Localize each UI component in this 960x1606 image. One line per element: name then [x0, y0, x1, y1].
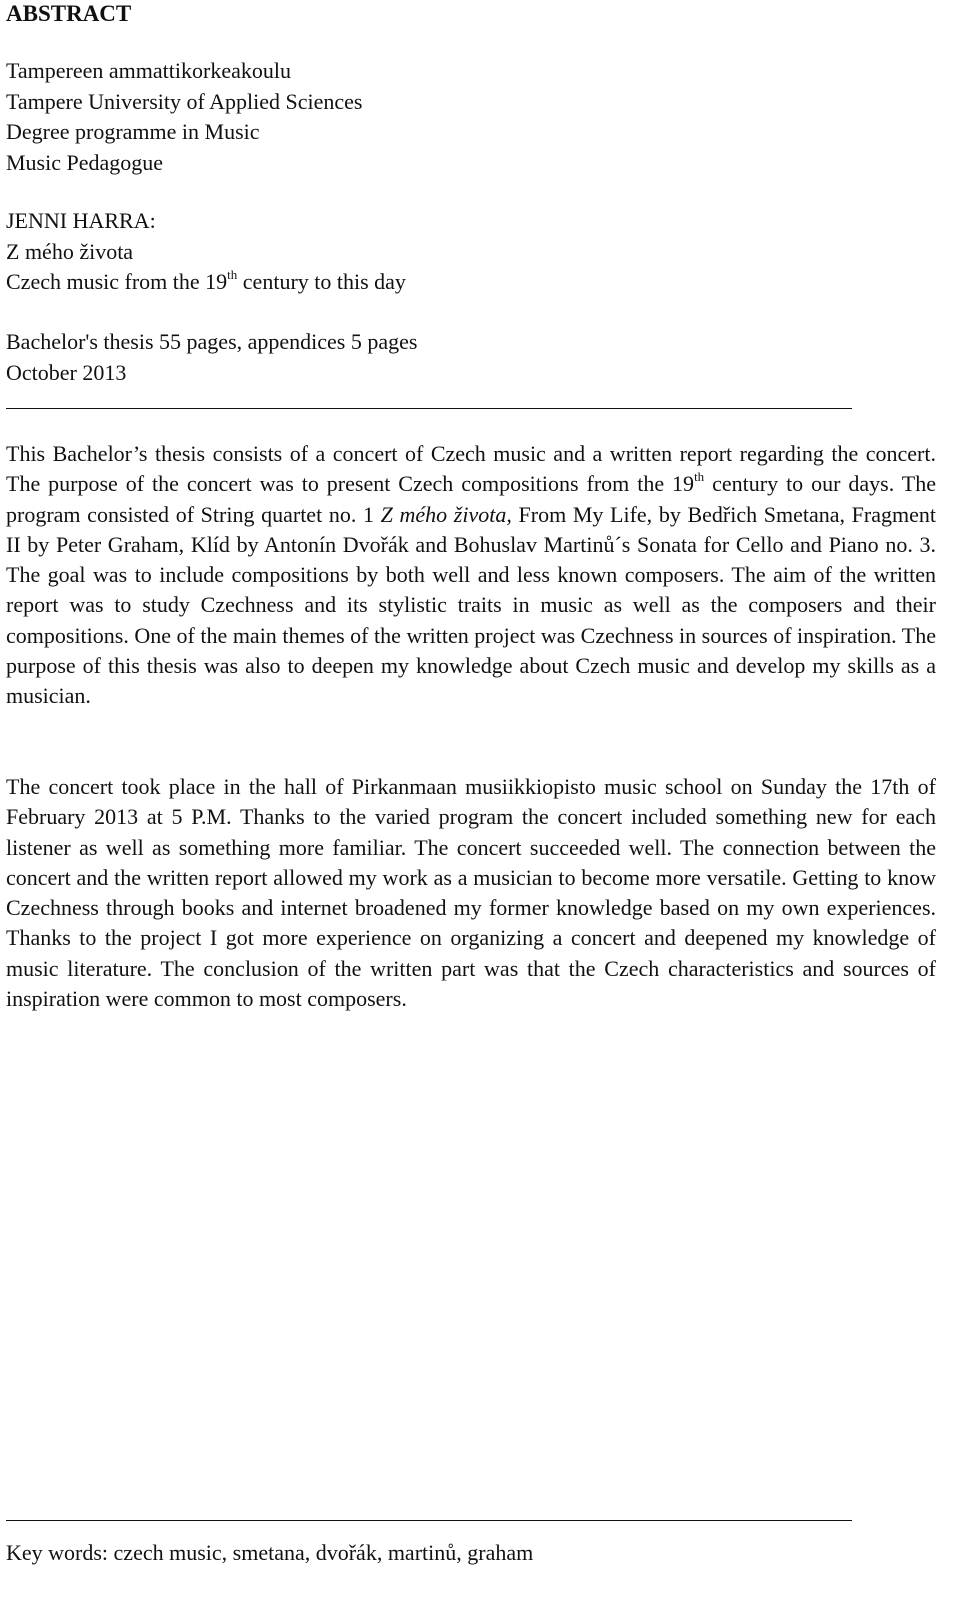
title-block	[6, 206, 406, 298]
subtitle-start: Czech music from the 19	[6, 269, 228, 294]
abstract-paragraph-1	[6, 439, 936, 712]
paragraph-1-part-3: From My Life, by Bedřich Smetana, Fragment II by Peter Graham, Klíd by Antonín Dvořák and Bohuslav Martinů´s Sonata for Cello and Piano no. 3. The goal was to include compositions by both well and less known composers. The aim of the written report was to study Czechness and its stylistic traits in music as well as the composers and their compositions. One of the main themes of the written project was Czechness in sources of inspiration. The purpose of this thesis was also to deepen my knowledge about Czech music and develop my skills as a musician.	[6, 501, 936, 709]
bottom-divider	[6, 1520, 852, 1521]
degree-programme: Degree programme in Music	[6, 119, 260, 144]
keywords-line: Key words: czech music, smetana, dvořák, martinů, graham	[6, 1540, 534, 1565]
thesis-type-pages: Bachelor's thesis 55 pages, appendices 5 pages	[6, 329, 418, 354]
paragraph-1-part-1: This Bachelor’s thesis consists of a concert of Czech music and a written report regarding the concert. The purpose of the concert was to present Czech compositions from the 19	[6, 441, 936, 497]
thesis-date: October 2013	[6, 359, 127, 385]
top-divider	[6, 408, 852, 409]
thesis-info-block	[6, 327, 417, 388]
thesis-subtitle	[6, 267, 406, 298]
institution-name-en: Tampere University of Applied Sciences	[6, 88, 363, 114]
subtitle-superscript: th	[227, 266, 238, 282]
paragraph-1-superscript: th	[694, 468, 705, 484]
abstract-paragraph-2: The concert took place in the hall of Pirkanmaan musiikkiopisto music school on Sunday the 17th of February 2013 at 5 P.M. Thanks to the varied program the concert included something new for each listener as well as something more familiar. The concert succeeded well. The connection between the concert and the written report allowed my work as a musician to become more versatile. Getting to know Czechness through books and internet broadened my former knowledge based on my own experiences. Thanks to the project I got more experience on organizing a concert and deepened my knowledge of music literature. The conclusion of the written part was that the Czech characteristics and sources of inspiration were common to most composers.	[6, 774, 936, 1012]
institution-name-fi: Tampereen ammattikorkeakoulu	[6, 58, 291, 83]
thesis-title: Z mého života	[6, 238, 134, 264]
paragraph-1-italic-title: Z mého života,	[380, 501, 512, 527]
author-line: JENNI HARRA:	[6, 208, 156, 233]
specialisation: Music Pedagogue	[6, 149, 164, 175]
abstract-heading: ABSTRACT	[6, 1, 132, 26]
paragraph-1-part-2: century to our days. The program consisted of String quartet no. 1	[6, 471, 937, 527]
subtitle-end: century to this day	[237, 269, 406, 294]
institution-block	[6, 56, 362, 178]
